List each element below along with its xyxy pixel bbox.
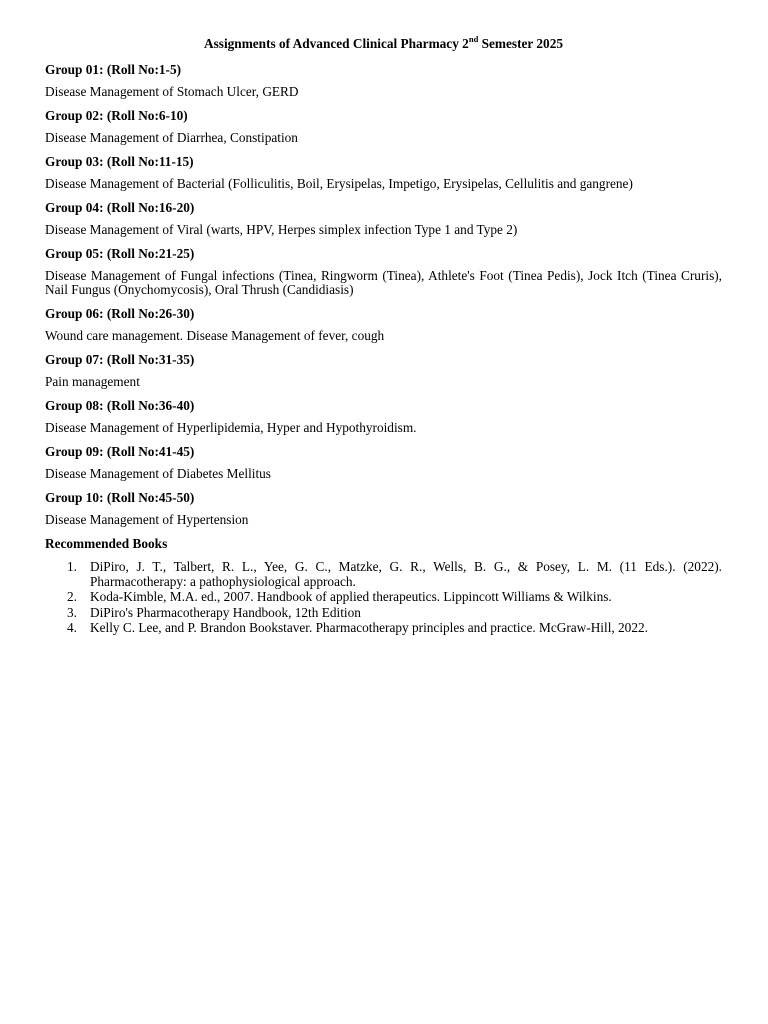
group-topic: Wound care management. Disease Management of fever, cough	[45, 328, 385, 343]
group-heading: Group 03: (Roll No:11-15)	[45, 154, 194, 169]
group-heading: Group 07: (Roll No:31-35)	[45, 352, 195, 367]
book-citation: Kelly C. Lee, and P. Brandon Bookstaver. Pharmacotherapy principles and practice. McGraw-Hill, 2022.	[90, 620, 648, 635]
group-02	[45, 108, 722, 145]
book-number: 4.	[67, 620, 77, 635]
group-10	[45, 490, 722, 527]
group-01	[45, 62, 722, 99]
group-topic: Disease Management of Stomach Ulcer, GERD	[45, 84, 299, 99]
recommended-books-list	[45, 560, 722, 636]
group-heading: Group 06: (Roll No:26-30)	[45, 306, 195, 321]
group-04	[45, 200, 722, 237]
group-heading: Group 04: (Roll No:16-20)	[45, 200, 195, 215]
group-topic: Disease Management of Diabetes Mellitus	[45, 466, 271, 481]
group-topic: Disease Management of Viral (warts, HPV, Herpes simplex infection Type 1 and Type 2)	[45, 222, 518, 237]
group-heading: Group 05: (Roll No:21-25)	[45, 246, 195, 261]
group-heading: Group 08: (Roll No:36-40)	[45, 398, 195, 413]
group-heading: Group 10: (Roll No:45-50)	[45, 490, 195, 505]
group-07	[45, 352, 722, 389]
book-citation: DiPiro, J. T., Talbert, R. L., Yee, G. C., Matzke, G. R., Wells, B. G., & Posey, L. M. (11 Eds.). (2022). Pharmacotherapy: a pathophysiological approach.	[90, 559, 722, 589]
document-page	[45, 36, 722, 637]
book-item	[67, 559, 722, 589]
title-superscript: nd	[468, 34, 479, 44]
group-topic: Disease Management of Fungal infections (Tinea, Ringworm (Tinea), Athlete's Foot (Tinea Pedis), Jock Itch (Tinea Cruris), Nail Fungus (Onychomycosis), Oral Thrush (Candidiasis)	[45, 268, 722, 297]
book-citation: DiPiro's Pharmacotherapy Handbook, 12th Edition	[90, 604, 361, 620]
group-topic: Disease Management of Diarrhea, Constipation	[45, 130, 298, 145]
recommended-books-heading: Recommended Books	[45, 536, 168, 551]
book-citation: Koda-Kimble, M.A. ed., 2007. Handbook of applied therapeutics. Lippincott Williams & Wilkins.	[90, 589, 612, 604]
group-topic: Pain management	[45, 374, 140, 389]
book-item	[67, 604, 722, 621]
document-title	[45, 36, 722, 52]
group-heading: Group 02: (Roll No:6-10)	[45, 108, 188, 123]
group-heading: Group 01: (Roll No:1-5)	[45, 62, 182, 77]
group-09	[45, 444, 722, 481]
group-08	[45, 398, 722, 435]
book-item	[67, 620, 722, 636]
book-item	[67, 589, 722, 605]
group-topic: Disease Management of Hypertension	[45, 512, 249, 527]
group-topic: Disease Management of Hyperlipidemia, Hyper and Hypothyroidism.	[45, 420, 417, 435]
group-06	[45, 306, 722, 343]
book-number: 1.	[67, 559, 77, 574]
group-heading: Group 09: (Roll No:41-45)	[45, 444, 195, 459]
group-topic: Disease Management of Bacterial (Folliculitis, Boil, Erysipelas, Impetigo, Erysipelas, Cellulitis and gangrene)	[45, 176, 633, 191]
group-03	[45, 154, 722, 191]
title-prefix: Assignments of Advanced Clinical Pharmacy 2	[204, 36, 469, 51]
book-number: 3.	[67, 604, 77, 620]
group-05	[45, 246, 722, 297]
book-number: 2.	[67, 589, 77, 604]
title-suffix: Semester 2025	[478, 36, 563, 51]
